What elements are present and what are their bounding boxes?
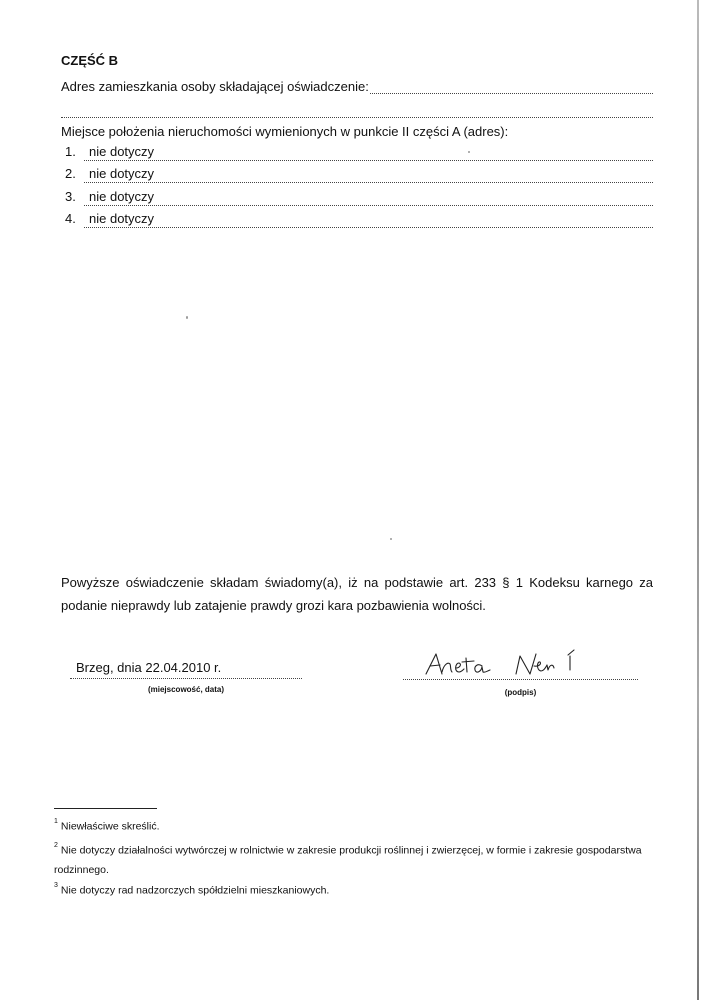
signature-caption: (podpis): [504, 688, 537, 697]
location-item-line: [84, 205, 653, 206]
section-title: CZĘŚĆ B: [61, 53, 119, 68]
location-item-line: [84, 182, 653, 183]
location-item: [61, 189, 653, 207]
declaration-text: Powyższe oświadczenie składam świadomy(a), iż na podstawie art. 233 § 1 Kodeksu karnego za podanie nieprawdy lub zatajenie prawdy grozi kara pozbawienia wolności.: [61, 575, 653, 613]
location-item-line: [84, 160, 653, 161]
footnote-text: Niewłaściwe skreślić.: [60, 820, 160, 833]
handwritten-signature: [420, 648, 590, 680]
footnote-mark: 3: [54, 882, 58, 889]
footnote: [54, 838, 654, 880]
location-item-number: 3.: [65, 189, 76, 204]
page-edge: [697, 0, 699, 1000]
location-item: [61, 144, 653, 162]
footnote: [54, 878, 329, 901]
location-item-number: 2.: [65, 166, 76, 181]
scan-speck: [468, 151, 470, 153]
address-label: Adres zamieszkania osoby składającej oświadczenie:: [61, 79, 369, 94]
place-date-line: [70, 678, 302, 679]
location-item-value: nie dotyczy: [89, 144, 155, 159]
footnote-separator: [54, 808, 157, 809]
location-item-number: 1.: [65, 144, 76, 159]
address-line-2: [61, 117, 653, 118]
location-item-value: nie dotyczy: [89, 189, 155, 204]
location-label: Miejsce położenia nieruchomości wymienionych w punkcie II części A (adres):: [61, 124, 509, 139]
scan-speck: [186, 316, 188, 319]
location-item: [61, 166, 653, 184]
location-item: [61, 211, 653, 229]
place-date: Brzeg, dnia 22.04.2010 r.: [76, 660, 222, 675]
footnote-text: Nie dotyczy działalności wytwórczej w rolnictwie w zakresie produkcji roślinnej i zwierzęcej, w formie i zakresie gospodarstwa rodzinnego.: [54, 844, 642, 876]
footnote-text: Nie dotyczy rad nadzorczych spółdzielni mieszkaniowych.: [60, 884, 330, 897]
location-item-line: [84, 227, 653, 228]
footnote-mark: 1: [54, 818, 58, 825]
footnote-mark: 2: [54, 842, 58, 849]
location-item-value: nie dotyczy: [89, 166, 155, 181]
scan-speck: [390, 538, 392, 540]
signature-line: [403, 679, 638, 680]
location-item-number: 4.: [65, 211, 76, 226]
footnote: [54, 814, 160, 837]
location-item-value: nie dotyczy: [89, 211, 155, 226]
address-line-1: [370, 93, 653, 94]
place-date-caption: (miejscowość, data): [147, 685, 225, 694]
